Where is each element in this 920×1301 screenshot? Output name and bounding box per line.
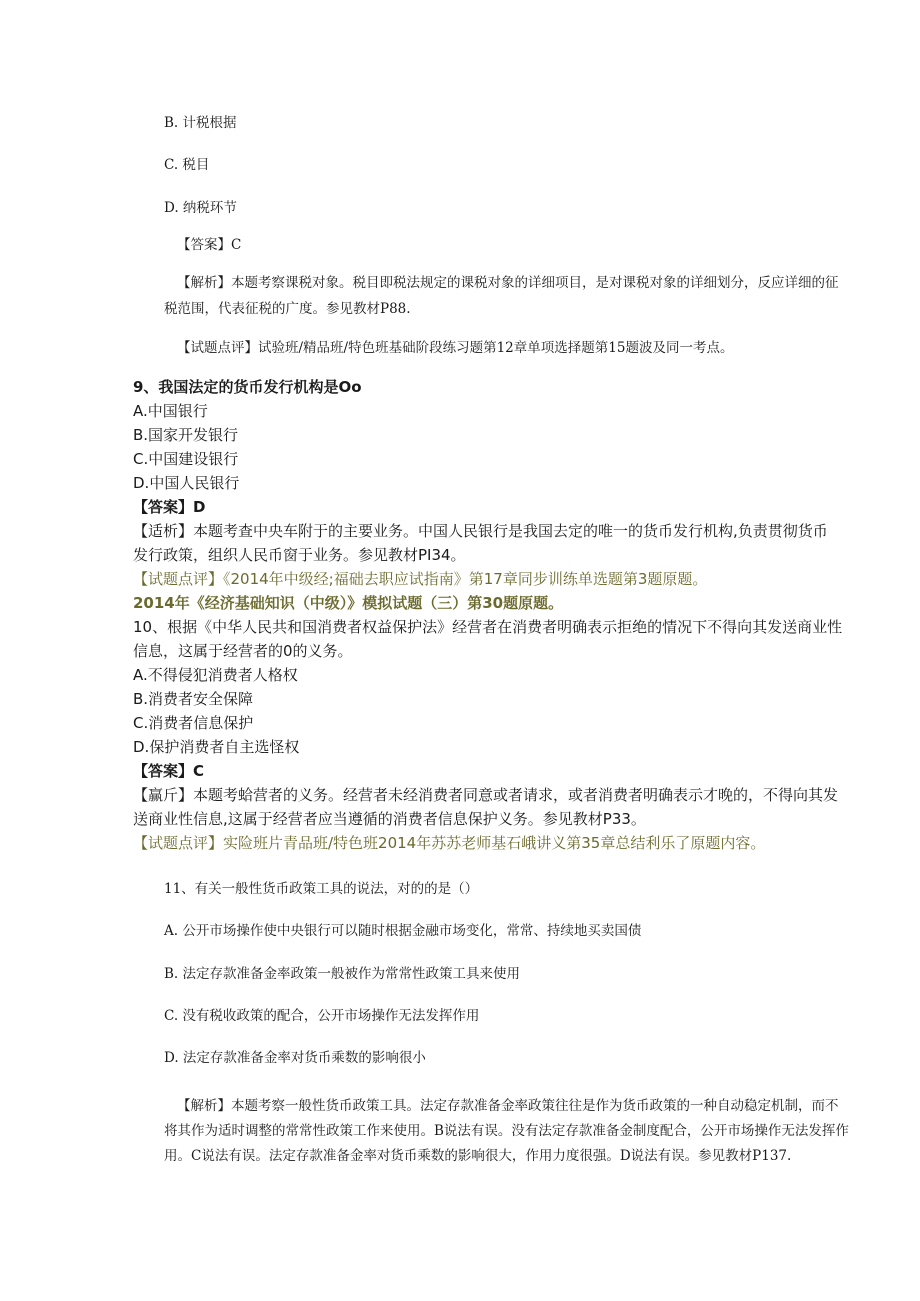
q11-question: 11、有关一般性货币政策工具的说法，对的的是（）	[164, 881, 479, 897]
q8-review: 【试题点评】试验班/精品班/特色班基础阶段练习题第12章单项选择题第15题波及同一考点。	[177, 340, 734, 356]
q10-option-a: A.不得侵犯消费者人格权	[133, 666, 298, 684]
q10-review: 【试题点评】实险班片青品班/特色班2014年苏苏老师基石峨讲义第35章总结利乐了原题内容。	[133, 834, 766, 852]
q10-option-d: D.保护消费者自主选怪权	[133, 738, 300, 756]
q9-option-c: C.中国建设银行	[133, 450, 239, 468]
q8-option-b: B. 计税根据	[164, 115, 237, 131]
q9-answer: 【答案】D	[133, 498, 206, 516]
q9-question: 9、我国法定的货币发行机构是Oo	[133, 378, 362, 396]
q8-analysis-line-2: 税范围，代表征税的广度。参见教材P88.	[164, 301, 411, 317]
q8-option-c: C. 税目	[164, 157, 210, 173]
q9-option-d: D.中国人民银行	[133, 474, 240, 492]
q10-analysis-line-2: 送商业性信息,这属于经营者应当遵循的消费者信息保护义务。参见教材P33。	[133, 810, 646, 828]
q9-analysis-line-1: 【适析】本题考查中央车附于的主要业务。中国人民银行是我国去定的唯一的货币发行机构,负责贯彻货币	[133, 522, 828, 540]
q8-answer: 【答案】C	[177, 237, 242, 253]
q10-answer: 【答案】C	[133, 762, 205, 780]
q10-question-line-1: 10、根据《中华人民共和国消费者权益保护法》经营者在消费者明确表示拒绝的情况下不得向其发送商业性	[133, 618, 843, 636]
q11-analysis-line-1: 【解析】本题考察一般性货币政策工具。法定存款准备金率政策往往是作为货币政策的一种自动稳定机制，而不	[177, 1098, 839, 1114]
q8-option-d: D. 纳税环节	[164, 200, 237, 216]
q10-question-line-2: 信息，这属于经营者的0的义务。	[133, 642, 353, 660]
q8-analysis-line-1: 【解析】本题考察课税对象。税目即税法规定的课税对象的详细项目，是对课税对象的详细划分，反应详细的征	[177, 275, 839, 291]
q11-analysis-line-2: 将其作为适时调整的常常性政策工作来使用。B说法有误。没有法定存款准备金制度配合，公开市场操作无法发挥作	[164, 1123, 849, 1139]
q10-option-c: C.消费者信息保护	[133, 714, 254, 732]
q9-option-b: B.国家开发银行	[133, 426, 239, 444]
q9-option-a: A.中国银行	[133, 402, 208, 420]
q11-option-a: A. 公开市场操作使中央银行可以随时根据金融市场变化，常常、持续地买卖国债	[164, 923, 642, 939]
q11-option-b: B. 法定存款准备金率政策一般被作为常常性政策工具来使用	[164, 966, 521, 982]
q10-analysis-line-1: 【赢斤】本题考蛤营者的义务。经营者未经消费者同意或者请求，或者消费者明确表示才晚的，不得向其发	[133, 786, 839, 804]
q9-review-line-2: 2014年《经济基础知识（中级）》模拟试题（三）第30题原题。	[133, 594, 564, 612]
q9-analysis-line-2: 发行政策，组织人民币窗于业务。参见教材PI34。	[133, 546, 466, 564]
q11-analysis-line-3: 用。C说法有误。法定存款准备金率对货币乘数的影响很大，作用力度很强。D说法有误。参见教材P137.	[164, 1148, 792, 1164]
q10-option-b: B.消费者安全保障	[133, 690, 254, 708]
q9-review-line-1: 【试题点评】《2014年中级经;福础去职应试指南》第17章同步训练单选题第3题原题。	[133, 570, 708, 588]
q11-option-c: C. 没有税收政策的配合，公开市场操作无法发挥作用	[164, 1008, 480, 1024]
q11-option-d: D. 法定存款准备金率对货币乘数的影响很小	[164, 1050, 426, 1066]
